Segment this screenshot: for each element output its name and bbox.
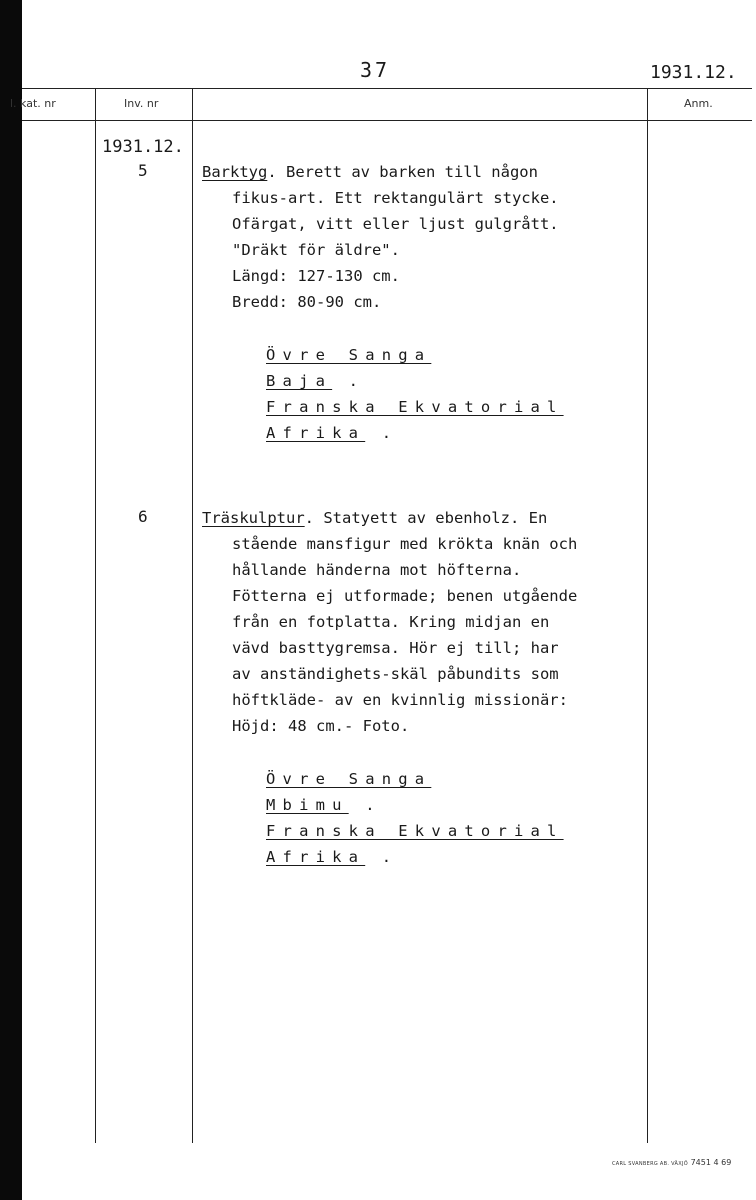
text-line: . Berett av barken till någon — [267, 163, 538, 181]
text-line: Bredd: 80-90 cm. — [232, 293, 382, 311]
column-header-inv-nr: Inv. nr — [124, 97, 159, 110]
origin-region — [266, 770, 431, 788]
page-number: 37 — [360, 58, 391, 82]
origin-region — [266, 346, 431, 364]
scan-edge-bar — [0, 0, 22, 1200]
header-rule-bottom — [22, 120, 752, 121]
punctuation: . — [332, 372, 366, 390]
punctuation: . — [348, 796, 382, 814]
header-rule-top — [22, 88, 752, 89]
form-code: 7451 4 69 — [690, 1158, 732, 1167]
punctuation: . — [365, 424, 399, 442]
entry-title: Träskulptur — [202, 509, 305, 527]
column-divider-inv — [192, 88, 193, 1143]
origin-people-text: Baja — [266, 372, 333, 390]
text-line: höftkläde- av en kvinnlig missionär: — [232, 691, 568, 709]
text-line: . Statyett av ebenholz. En — [304, 509, 548, 527]
text-line: Höjd: 48 cm.- Foto. — [232, 717, 410, 735]
punctuation: . — [365, 848, 399, 866]
origin-people — [266, 796, 382, 814]
origin-country — [266, 398, 564, 416]
origin-country-text: Franska Ekvatorial — [266, 398, 564, 416]
column-header-anm: Anm. — [684, 97, 713, 110]
header-year: 1931.12. — [650, 62, 737, 83]
entry-title: Barktyg — [202, 163, 268, 181]
text-line: Ofärgat, vitt eller ljust gulgrått. — [232, 215, 559, 233]
entry-description — [202, 159, 538, 185]
text-line: fikus-art. Ett rektangulärt stycke. — [232, 189, 559, 207]
entry-description — [202, 505, 547, 531]
origin-country — [266, 822, 564, 840]
column-header-kat-nr: l. kat. nr — [10, 97, 56, 110]
origin-country-text: Franska Ekvatorial — [266, 822, 564, 840]
origin-continent-text: Afrika — [266, 848, 366, 866]
printer-imprint — [612, 1158, 731, 1167]
origin-region-text: Övre Sanga — [266, 346, 432, 364]
text-line: vävd basttygremsa. Hör ej till; har — [232, 639, 559, 657]
inventory-year: 1931.12. — [102, 137, 184, 157]
text-line: stående mansfigur med krökta knän och — [232, 535, 578, 553]
column-divider-anm — [647, 88, 648, 1143]
origin-people — [266, 372, 365, 390]
column-divider-kat — [95, 88, 96, 1143]
origin-people-text: Mbimu — [266, 796, 349, 814]
text-line: från en fotplatta. Kring midjan en — [232, 613, 550, 631]
text-line: hållande händerna mot höfterna. — [232, 561, 522, 579]
origin-region-text: Övre Sanga — [266, 770, 432, 788]
origin-continent — [266, 848, 398, 866]
text-line: Fötterna ej utformade; benen utgående — [232, 587, 578, 605]
origin-continent-text: Afrika — [266, 424, 366, 442]
text-line: Längd: 127-130 cm. — [232, 267, 400, 285]
origin-continent — [266, 424, 398, 442]
printer-name: CARL SVANBERG AB. VÄXJÖ — [612, 1161, 689, 1167]
text-line: "Dräkt för äldre". — [232, 241, 400, 259]
text-line: av anständighets-skäl påbundits som — [232, 665, 559, 683]
inventory-number: 5 — [138, 161, 148, 180]
inventory-number: 6 — [138, 507, 148, 526]
